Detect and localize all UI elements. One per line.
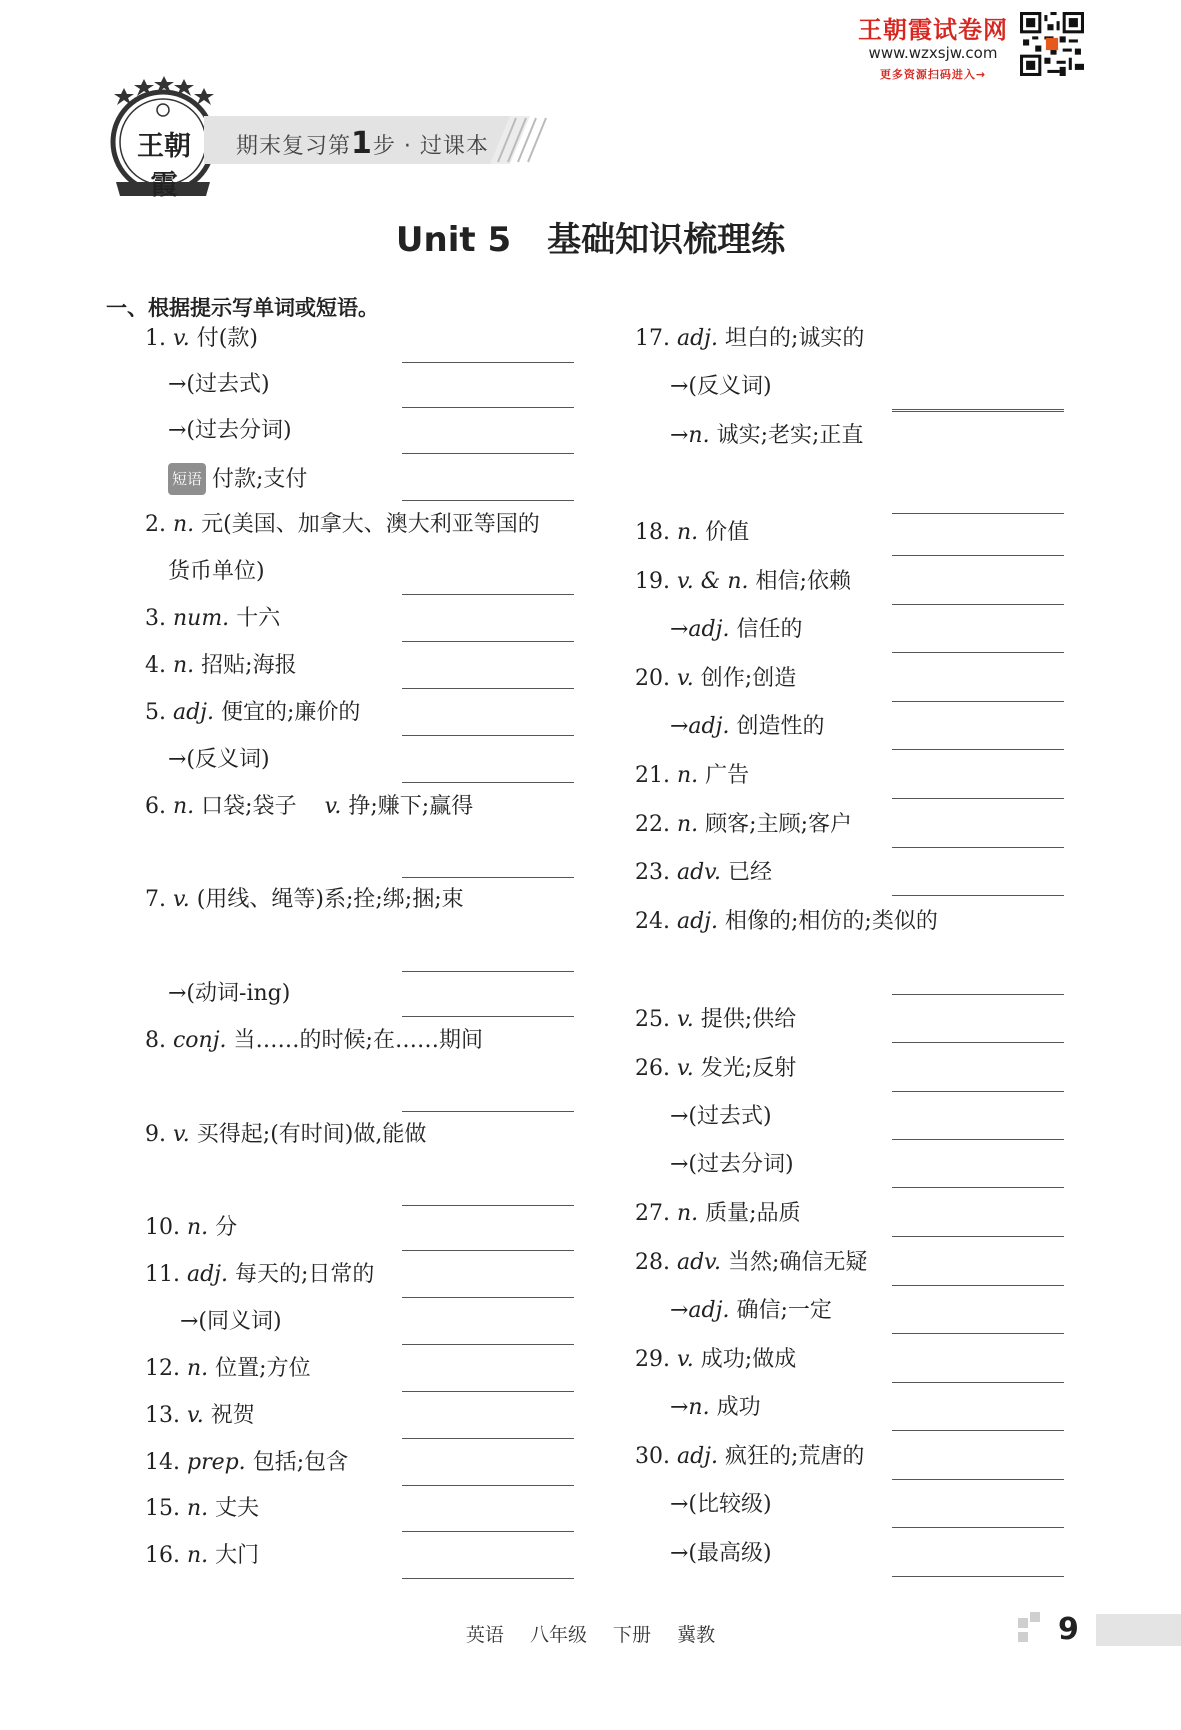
- answer-blank[interactable]: [892, 1576, 1064, 1577]
- answer-blank[interactable]: [892, 652, 1064, 653]
- question-item-q19: [635, 567, 851, 597]
- question-number: 17.: [635, 326, 677, 351]
- question-text: 十六: [236, 606, 281, 631]
- question-item-q26a: [670, 1102, 772, 1132]
- question-text: →(过去分词): [670, 1152, 794, 1177]
- question-text: (用线、绳等)系;拴;绑;捆;束: [196, 887, 464, 912]
- question-item-q7a: [168, 979, 290, 1009]
- answer-blank[interactable]: [402, 641, 574, 642]
- part-of-speech: →n.: [670, 423, 710, 448]
- question-item-q1c: [168, 463, 307, 495]
- question-item-q14: [145, 1448, 348, 1478]
- answer-blank[interactable]: [892, 847, 1064, 848]
- question-item-q27: [635, 1199, 801, 1229]
- answer-blank[interactable]: [402, 407, 574, 408]
- question-text: 成功: [716, 1395, 761, 1420]
- question-text: 丈夫: [215, 1496, 260, 1521]
- part-of-speech: adj.: [676, 1444, 718, 1469]
- question-number: 29.: [635, 1347, 677, 1372]
- answer-blank[interactable]: [402, 877, 574, 878]
- question-text: 大门: [215, 1543, 260, 1568]
- answer-blank[interactable]: [402, 1111, 574, 1112]
- question-text: 提供;供给: [700, 1007, 797, 1032]
- question-item-q1b: [168, 416, 292, 446]
- question-text: 发光;反射: [700, 1056, 797, 1081]
- answer-blank[interactable]: [402, 1297, 574, 1298]
- question-item-q18: [635, 518, 749, 548]
- question-number: 12.: [145, 1356, 187, 1381]
- question-item-q23: [635, 858, 772, 888]
- part-of-speech: conj.: [172, 1028, 227, 1053]
- question-item-q26: [635, 1054, 796, 1084]
- question-number: 16.: [145, 1543, 187, 1568]
- question-item-q6: [145, 792, 473, 822]
- question-text: 付(款): [196, 326, 258, 351]
- question-text: 当……的时候;在……期间: [233, 1028, 483, 1053]
- part-of-speech: n.: [186, 1496, 209, 1521]
- question-number: 30.: [635, 1444, 677, 1469]
- question-text: 坦白的;诚实的: [725, 326, 865, 351]
- question-text: →(最高级): [670, 1541, 772, 1566]
- question-text: 当然;确信无疑: [728, 1250, 868, 1275]
- question-item-q10: [145, 1213, 237, 1243]
- banner-suffix: 步 · 过课本: [372, 134, 489, 159]
- question-text: →(过去分词): [168, 418, 292, 443]
- answer-blank[interactable]: [402, 1250, 574, 1251]
- question-item-q4: [145, 651, 297, 681]
- answer-blank[interactable]: [402, 1344, 574, 1345]
- question-text: 相像的;相仿的;类似的: [725, 909, 938, 934]
- question-item-q22: [635, 810, 852, 840]
- part-of-speech: n.: [172, 653, 195, 678]
- question-text: →(反义词): [168, 747, 270, 772]
- question-number: 11.: [145, 1262, 187, 1287]
- part-of-speech: adv.: [676, 860, 721, 885]
- question-text: 挣;赚下;赢得: [348, 794, 474, 819]
- answer-blank[interactable]: [402, 594, 574, 595]
- question-number: 22.: [635, 812, 677, 837]
- question-text: 创造性的: [736, 714, 825, 739]
- answer-blank[interactable]: [402, 735, 574, 736]
- banner-prefix: 期末复习第: [236, 134, 352, 159]
- question-number: 26.: [635, 1056, 677, 1081]
- answer-blank[interactable]: [402, 782, 574, 783]
- promo-url[interactable]: www.wzxsjw.com: [868, 44, 998, 62]
- question-text: 广告: [705, 763, 750, 788]
- question-text: →(反义词): [670, 374, 772, 399]
- answer-blank[interactable]: [402, 453, 574, 454]
- unit-label: Unit 5: [395, 220, 512, 260]
- question-number: 3.: [145, 606, 173, 631]
- part-of-speech: n.: [172, 512, 195, 537]
- page-footer: [0, 1620, 1181, 1647]
- answer-blank[interactable]: [892, 895, 1064, 896]
- question-item-q29a: [670, 1393, 761, 1423]
- question-item-q2: [145, 510, 540, 540]
- answer-blank[interactable]: [892, 1285, 1064, 1286]
- question-number: 8.: [145, 1028, 173, 1053]
- question-item-q30a: [670, 1490, 772, 1520]
- question-item-q24: [635, 907, 938, 937]
- question-item-q20: [635, 664, 796, 694]
- part-of-speech: adv.: [676, 1250, 721, 1275]
- answer-blank[interactable]: [402, 1485, 574, 1486]
- question-item-q25: [635, 1005, 796, 1035]
- question-text: 已经: [728, 860, 773, 885]
- part-of-speech: v.: [676, 666, 694, 691]
- question-number: 24.: [635, 909, 677, 934]
- question-number: 1.: [145, 326, 173, 351]
- question-item-q30: [635, 1442, 864, 1472]
- question-text: 招贴;海报: [201, 653, 297, 678]
- question-text: 创作;创造: [700, 666, 797, 691]
- question-text: 每天的;日常的: [235, 1262, 375, 1287]
- answer-blank[interactable]: [892, 1430, 1064, 1431]
- question-text: 确信;一定: [736, 1298, 832, 1323]
- question-text: 诚实;老实;正直: [716, 423, 864, 448]
- qr-code-icon[interactable]: [1020, 12, 1084, 76]
- question-number: 9.: [145, 1122, 173, 1147]
- part-of-speech: num.: [172, 606, 230, 631]
- answer-blank[interactable]: [402, 971, 574, 972]
- question-text: →(同义词): [180, 1309, 282, 1334]
- answer-blank[interactable]: [892, 411, 1064, 412]
- answer-blank[interactable]: [892, 1479, 1064, 1480]
- question-number: 4.: [145, 653, 173, 678]
- question-number: 15.: [145, 1496, 187, 1521]
- section-heading: 一、根据提示写单词或短语。: [106, 296, 379, 320]
- part-of-speech: v.: [676, 1347, 694, 1372]
- answer-blank[interactable]: [892, 1236, 1064, 1237]
- question-text: →(过去式): [670, 1104, 772, 1129]
- answer-blank[interactable]: [402, 1578, 574, 1579]
- question-item-q17a: [670, 372, 772, 402]
- question-item-q1a: [168, 370, 270, 400]
- part-of-speech: prep.: [186, 1450, 246, 1475]
- question-item-q29: [635, 1345, 796, 1375]
- phrase-tag: 短语: [168, 463, 206, 495]
- footer-grade: 八年级: [529, 1624, 587, 1646]
- question-item-q15: [145, 1494, 259, 1524]
- part-of-speech: v.: [324, 794, 342, 819]
- question-text: 相信;依赖: [755, 569, 851, 594]
- part-of-speech: adj.: [676, 909, 718, 934]
- question-text: 质量;品质: [705, 1201, 801, 1226]
- question-number: 5.: [145, 700, 173, 725]
- question-item-q21: [635, 761, 749, 791]
- answer-blank[interactable]: [402, 688, 574, 689]
- question-number: 2.: [145, 512, 173, 537]
- question-text: 祝贺: [210, 1403, 255, 1428]
- question-item-q19a: [670, 615, 802, 645]
- question-item-q26b: [670, 1150, 794, 1180]
- answer-blank[interactable]: [892, 798, 1064, 799]
- question-text: 成功;做成: [700, 1347, 797, 1372]
- part-of-speech: adj.: [186, 1262, 228, 1287]
- question-number: 23.: [635, 860, 677, 885]
- answer-blank[interactable]: [892, 409, 1064, 410]
- page-title: [0, 212, 1181, 261]
- part-of-speech: adj.: [172, 700, 214, 725]
- question-number: 13.: [145, 1403, 187, 1428]
- part-of-speech: n.: [186, 1543, 209, 1568]
- answer-blank[interactable]: [892, 994, 1064, 995]
- answer-blank[interactable]: [892, 1042, 1064, 1043]
- question-number: 6.: [145, 794, 173, 819]
- answer-blank[interactable]: [892, 1333, 1064, 1334]
- logo-text: 王朝霞: [137, 131, 191, 201]
- question-item-q16: [145, 1541, 259, 1571]
- question-number: 7.: [145, 887, 173, 912]
- part-of-speech: n.: [172, 794, 195, 819]
- question-number: 10.: [145, 1215, 187, 1240]
- part-of-speech: n.: [676, 520, 699, 545]
- page-number-decoration: [1018, 1612, 1181, 1652]
- question-item-q30b: [670, 1539, 772, 1569]
- question-item-q2b: [168, 557, 265, 587]
- question-item-q3: [145, 604, 280, 634]
- question-number: 20.: [635, 666, 677, 691]
- banner-step: 1: [351, 126, 373, 161]
- part-of-speech: v. & n.: [676, 569, 749, 594]
- footer-edition: 冀教: [677, 1624, 716, 1646]
- answer-blank[interactable]: [892, 513, 1064, 514]
- promo-brand: 王朝霞试卷网: [858, 16, 1008, 44]
- answer-blank[interactable]: [892, 701, 1064, 702]
- question-text: 分: [215, 1215, 238, 1240]
- answer-blank[interactable]: [402, 500, 574, 501]
- part-of-speech: v.: [172, 1122, 190, 1147]
- question-number: 28.: [635, 1250, 677, 1275]
- question-item-q1: [145, 324, 258, 354]
- part-of-speech: adj.: [676, 326, 718, 351]
- question-text: 便宜的;廉价的: [221, 700, 361, 725]
- page-number: 9: [1058, 1612, 1079, 1647]
- part-of-speech: →adj.: [670, 714, 730, 739]
- answer-blank[interactable]: [402, 1016, 574, 1017]
- question-item-q28: [635, 1248, 867, 1278]
- question-number: 27.: [635, 1201, 677, 1226]
- banner-text: [236, 126, 489, 161]
- question-number: 21.: [635, 763, 677, 788]
- answer-blank[interactable]: [402, 1438, 574, 1439]
- part-of-speech: n.: [676, 812, 699, 837]
- question-text: 疯狂的;荒唐的: [725, 1444, 865, 1469]
- part-of-speech: →n.: [670, 1395, 710, 1420]
- question-item-q12: [145, 1354, 311, 1384]
- footer-subject: 英语: [465, 1624, 504, 1646]
- answer-blank[interactable]: [892, 1187, 1064, 1188]
- part-of-speech: v.: [172, 326, 190, 351]
- question-item-q17b: [670, 421, 863, 451]
- question-item-q20a: [670, 712, 824, 742]
- question-item-q5a: [168, 745, 270, 775]
- promo-tip: 更多资源扫码进入→: [879, 68, 987, 81]
- part-of-speech: n.: [676, 1201, 699, 1226]
- question-item-q28a: [670, 1296, 832, 1326]
- part-of-speech: v.: [172, 887, 190, 912]
- answer-blank[interactable]: [892, 1527, 1064, 1528]
- question-text: 口袋;袋子: [201, 794, 297, 819]
- question-text: →(比较级): [670, 1492, 772, 1517]
- part-of-speech: v.: [186, 1403, 204, 1428]
- question-number: 18.: [635, 520, 677, 545]
- answer-blank[interactable]: [402, 1205, 574, 1206]
- question-text: 付款;支付: [212, 467, 308, 492]
- answer-blank[interactable]: [892, 1091, 1064, 1092]
- answer-blank[interactable]: [892, 555, 1064, 556]
- question-item-q5: [145, 698, 360, 728]
- part-of-speech: →adj.: [670, 1298, 730, 1323]
- answer-blank[interactable]: [402, 362, 574, 363]
- question-item-q8: [145, 1026, 483, 1056]
- question-item-q11: [145, 1260, 374, 1290]
- answer-blank[interactable]: [892, 1139, 1064, 1140]
- question-text: 信任的: [736, 617, 803, 642]
- question-text: 货币单位): [168, 559, 265, 584]
- answer-blank[interactable]: [402, 1391, 574, 1392]
- unit-subtitle: 基础知识梳理练: [547, 220, 786, 260]
- part-of-speech: n.: [676, 763, 699, 788]
- part-of-speech: v.: [676, 1056, 694, 1081]
- part-of-speech: n.: [186, 1215, 209, 1240]
- answer-blank[interactable]: [892, 749, 1064, 750]
- part-of-speech: →adj.: [670, 617, 730, 642]
- question-text: →(过去式): [168, 372, 270, 397]
- question-item-q13: [145, 1401, 255, 1431]
- question-number: 19.: [635, 569, 677, 594]
- part-of-speech: n.: [186, 1356, 209, 1381]
- question-item-q11a: [180, 1307, 282, 1337]
- question-item-q7: [145, 885, 464, 915]
- question-text: 买得起;(有时间)做,能做: [196, 1122, 427, 1147]
- answer-blank[interactable]: [892, 1382, 1064, 1383]
- answer-blank[interactable]: [892, 604, 1064, 605]
- question-text: 顾客;主顾;客户: [705, 812, 852, 837]
- part-of-speech: v.: [676, 1007, 694, 1032]
- question-item-q9: [145, 1120, 426, 1150]
- footer-volume: 下册: [613, 1624, 652, 1646]
- question-text: 包括;包含: [252, 1450, 349, 1475]
- question-text: 位置;方位: [215, 1356, 311, 1381]
- question-text: 价值: [705, 520, 750, 545]
- question-text: →(动词-ing): [168, 981, 291, 1006]
- answer-blank[interactable]: [402, 1531, 574, 1532]
- question-number: 25.: [635, 1007, 677, 1032]
- question-text: 元(美国、加拿大、澳大利亚等国的: [201, 512, 540, 537]
- question-number: 14.: [145, 1450, 187, 1475]
- question-item-q17: [635, 324, 864, 354]
